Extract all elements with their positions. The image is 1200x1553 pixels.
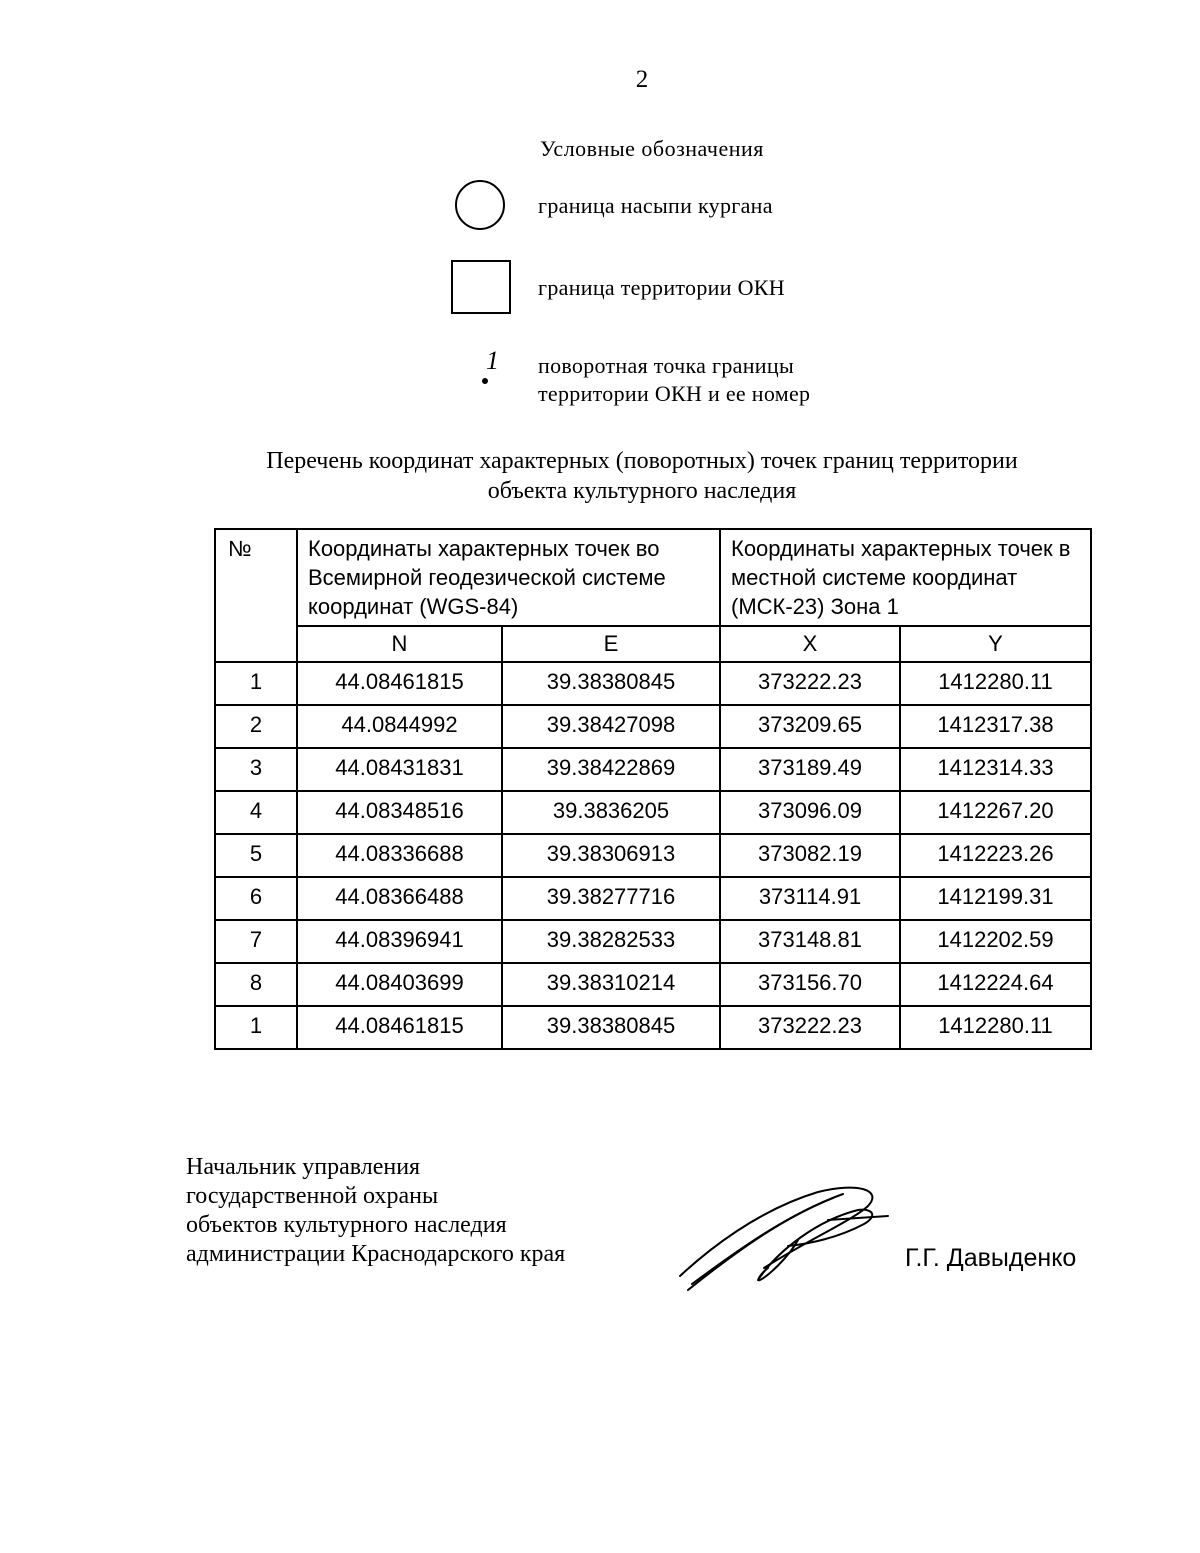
- x-cell: 373096.09: [720, 791, 900, 834]
- page-number: 2: [635, 66, 649, 93]
- table-title-line1: Перечень координат характерных (поворотных) точек границ территории: [266, 448, 1018, 474]
- e-cell: 39.38282533: [502, 920, 720, 963]
- signatory-position-line: Начальник управления: [186, 1154, 421, 1180]
- signatory-name: Г.Г. Давыденко: [905, 1244, 1077, 1272]
- msk-column-header: Координаты характерных точек в местной системе координат (МСК-23) Зона 1: [720, 529, 1091, 626]
- x-cell: 373222.23: [720, 1006, 900, 1049]
- row-number-cell: 3: [215, 748, 297, 791]
- n-cell: 44.08431831: [297, 748, 502, 791]
- row-number-cell: 4: [215, 791, 297, 834]
- signatory-position-line: объектов культурного наследия: [186, 1212, 507, 1238]
- x-cell: 373148.81: [720, 920, 900, 963]
- x-cell: 373082.19: [720, 834, 900, 877]
- y-cell: 1412267.20: [900, 791, 1091, 834]
- x-cell: 373222.23: [720, 662, 900, 705]
- row-number-cell: 6: [215, 877, 297, 920]
- y-cell: 1412280.11: [900, 1006, 1091, 1049]
- circle-icon: [455, 180, 505, 230]
- table-row: [215, 963, 1091, 1006]
- n-cell: 44.0844992: [297, 705, 502, 748]
- table-title: [200, 446, 1084, 506]
- table-row: [215, 748, 1091, 791]
- n-cell: 44.08396941: [297, 920, 502, 963]
- table-title-line2: объекта культурного наследия: [487, 478, 797, 504]
- legend-title: Условные обозначения: [540, 136, 764, 161]
- legend-item-territory-boundary: граница территории ОКН: [538, 275, 785, 300]
- table-row: [215, 877, 1091, 920]
- x-cell: 373156.70: [720, 963, 900, 1006]
- x-cell: 373189.49: [720, 748, 900, 791]
- n-cell: 44.08348516: [297, 791, 502, 834]
- e-cell: 39.38310214: [502, 963, 720, 1006]
- signatory-position: [186, 1153, 565, 1269]
- table-row: [215, 705, 1091, 748]
- n-column-header: N: [297, 626, 502, 662]
- y-cell: 1412199.31: [900, 877, 1091, 920]
- table-row: [215, 1006, 1091, 1049]
- handwritten-signature: [668, 1180, 898, 1300]
- e-cell: 39.38380845: [502, 1006, 720, 1049]
- wgs-column-header: Координаты характерных точек во Всемирной геодезической системе координат (WGS-84): [297, 529, 720, 626]
- legend-item-turning-point-line1: поворотная точка границы: [538, 353, 795, 378]
- x-cell: 373209.65: [720, 705, 900, 748]
- e-cell: 39.38380845: [502, 662, 720, 705]
- e-column-header: E: [502, 626, 720, 662]
- table-row: [215, 791, 1091, 834]
- coordinates-table: [214, 528, 1092, 1050]
- y-cell: 1412280.11: [900, 662, 1091, 705]
- table-row: [215, 662, 1091, 705]
- legend-item-mound-boundary: граница насыпи кургана: [538, 193, 773, 218]
- signatory-position-line: администрации Краснодарского края: [186, 1241, 566, 1267]
- n-cell: 44.08366488: [297, 877, 502, 920]
- e-cell: 39.38427098: [502, 705, 720, 748]
- n-cell: 44.08336688: [297, 834, 502, 877]
- n-cell: 44.08461815: [297, 1006, 502, 1049]
- point-dot-icon: [482, 378, 488, 384]
- y-cell: 1412202.59: [900, 920, 1091, 963]
- e-cell: 39.3836205: [502, 791, 720, 834]
- table-row: [215, 834, 1091, 877]
- x-column-header: X: [720, 626, 900, 662]
- y-cell: 1412223.26: [900, 834, 1091, 877]
- row-number-cell: 2: [215, 705, 297, 748]
- row-number-cell: 7: [215, 920, 297, 963]
- row-number-cell: 1: [215, 1006, 297, 1049]
- square-icon: [451, 260, 511, 314]
- legend-item-turning-point: [538, 352, 810, 408]
- x-cell: 373114.91: [720, 877, 900, 920]
- n-cell: 44.08461815: [297, 662, 502, 705]
- row-number-cell: 5: [215, 834, 297, 877]
- e-cell: 39.38422869: [502, 748, 720, 791]
- legend-item-turning-point-line2: территории ОКН и ее номер: [538, 381, 811, 406]
- point-number-marker: 1: [486, 346, 499, 375]
- number-column-header: №: [215, 529, 297, 662]
- row-number-cell: 8: [215, 963, 297, 1006]
- e-cell: 39.38306913: [502, 834, 720, 877]
- n-cell: 44.08403699: [297, 963, 502, 1006]
- e-cell: 39.38277716: [502, 877, 720, 920]
- y-cell: 1412224.64: [900, 963, 1091, 1006]
- y-column-header: Y: [900, 626, 1091, 662]
- y-cell: 1412317.38: [900, 705, 1091, 748]
- table-row: [215, 920, 1091, 963]
- y-cell: 1412314.33: [900, 748, 1091, 791]
- row-number-cell: 1: [215, 662, 297, 705]
- signatory-position-line: государственной охраны: [186, 1183, 439, 1209]
